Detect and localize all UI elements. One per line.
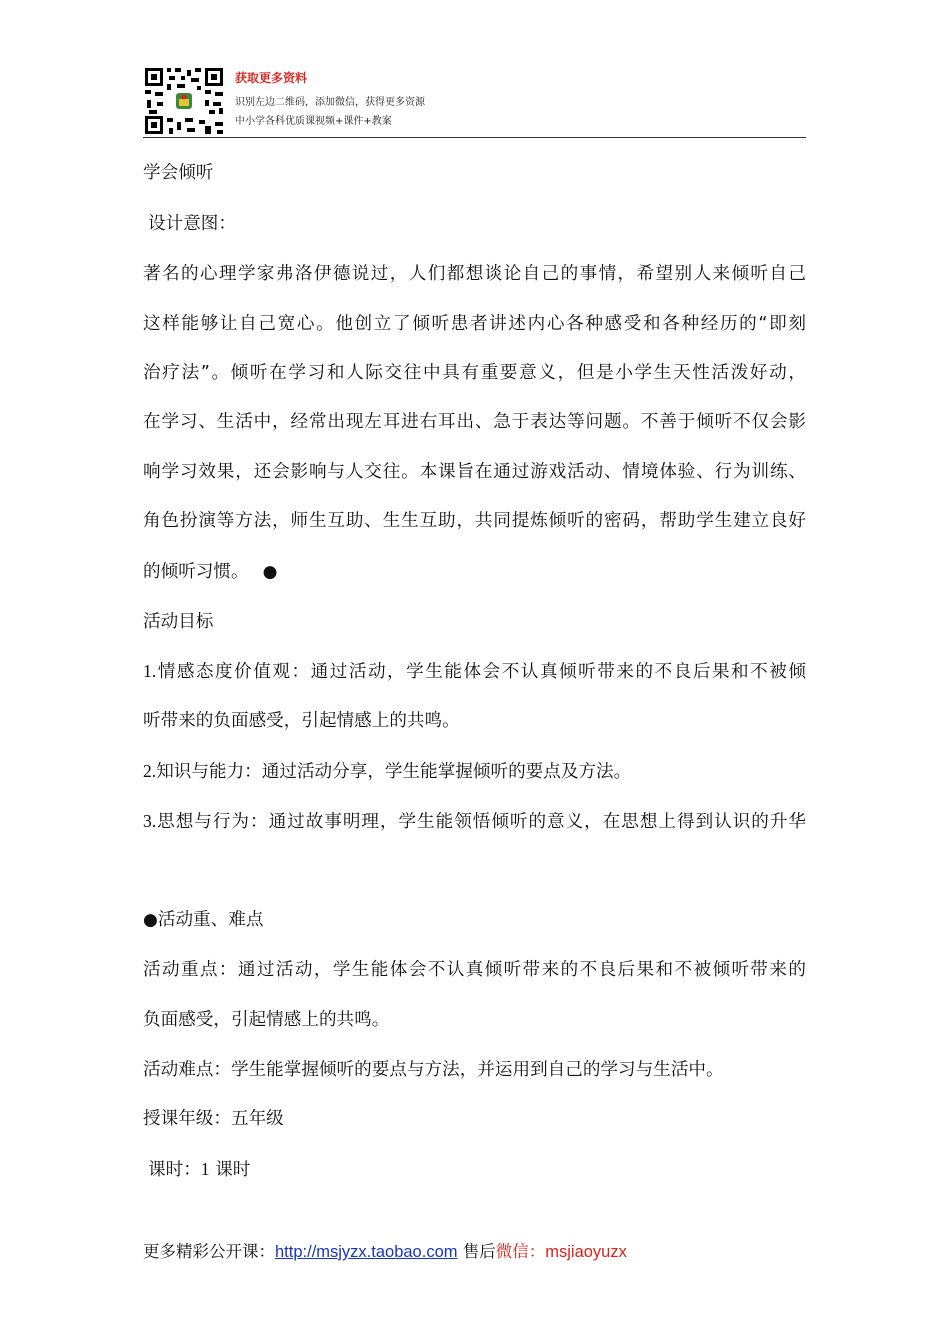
intro-line: 的倾听习惯。 [143,562,249,582]
period-value: 1 [200,1159,210,1179]
intro-line: 这样能够让自己宽心。他创立了倾听患者讲述内心各种感受和各种经历的“即刻 [143,314,806,334]
goal-number: 3. [143,811,157,831]
intro-line: 著名的心理学家弗洛伊德说过，人们都想谈论自己的事情，希望别人来倾听自己 [143,264,806,284]
promo-header [143,66,806,138]
goal-2 [143,760,631,783]
intro-line: 角色扮演等方法，师生互助、生生互助，共同提炼倾听的密码，帮助学生建立良好 [143,511,806,531]
bullet-icon: ● [143,910,158,930]
footer-prefix: 更多精彩公开课： [143,1242,275,1261]
after-sales-label: 售后 [462,1242,496,1261]
goal-number: 1. [143,661,157,681]
difficulty-point: 活动难点：学生能掌握倾听的要点与方法，并运用到自己的学习与生活中。 [143,1060,724,1080]
footer [143,1241,627,1263]
promo-tagline: 中小学各科优质课视频+课件+教案 [235,116,392,127]
goal-3 [143,810,806,833]
intro-line: 治疗法”。倾听在学习和人际交往中具有重要意义，但是小学生天性活泼好动， [143,363,806,383]
key-point-continued: 负面感受，引起情感上的共鸣。 [143,1010,390,1030]
promo-title: 获取更多资料 [235,71,308,85]
design-intent-label: 设计意图： [148,214,236,234]
wechat-id: msjiaoyuzx [545,1243,627,1261]
goal-1 [143,660,806,683]
shop-link[interactable]: http://msjyzx.taobao.com [275,1243,458,1261]
wechat-label: 微信： [495,1242,546,1261]
goal-1-continued: 听带来的负面感受，引起情感上的共鸣。 [143,711,460,731]
goals-heading: 活动目标 [143,612,214,632]
period-line [148,1158,250,1181]
keypoints-heading-line [143,909,263,931]
key-point: 活动重点：通过活动，学生能体会不认真倾听带来的不良后果和不被倾听带来的 [143,960,806,980]
intro-last-line [143,561,277,583]
intro-line: 在学习、生活中，经常出现左耳进右耳出、急于表达等问题。不善于倾听不仅会影 [143,412,806,432]
document-title: 学会倾听 [143,163,214,183]
period-label: 课时： [148,1160,201,1180]
bullet-icon: ● [262,562,278,582]
goal-number: 2. [143,761,157,781]
promo-subtitle: 识别左边二维码，添加微信，获得更多资源 [235,97,425,108]
qr-code-icon[interactable] [143,66,225,136]
goal-text: 知识与能力：通过活动分享，学生能掌握倾听的要点及方法。 [156,762,632,782]
grade-line: 授课年级：五年级 [143,1109,284,1129]
period-unit: 课时 [215,1160,251,1180]
keypoints-heading: 活动重、难点 [157,910,264,930]
goal-text: 思想与行为：通过故事明理，学生能领悟倾听的意义，在思想上得到认识的升华 [156,812,806,832]
intro-line: 响学习效果，还会影响与人交往。本课旨在通过游戏活动、情境体验、行为训练、 [143,462,806,482]
goal-text: 情感态度价值观：通过活动，学生能体会不认真倾听带来的不良后果和不被倾 [156,662,806,682]
header-divider [143,137,806,138]
